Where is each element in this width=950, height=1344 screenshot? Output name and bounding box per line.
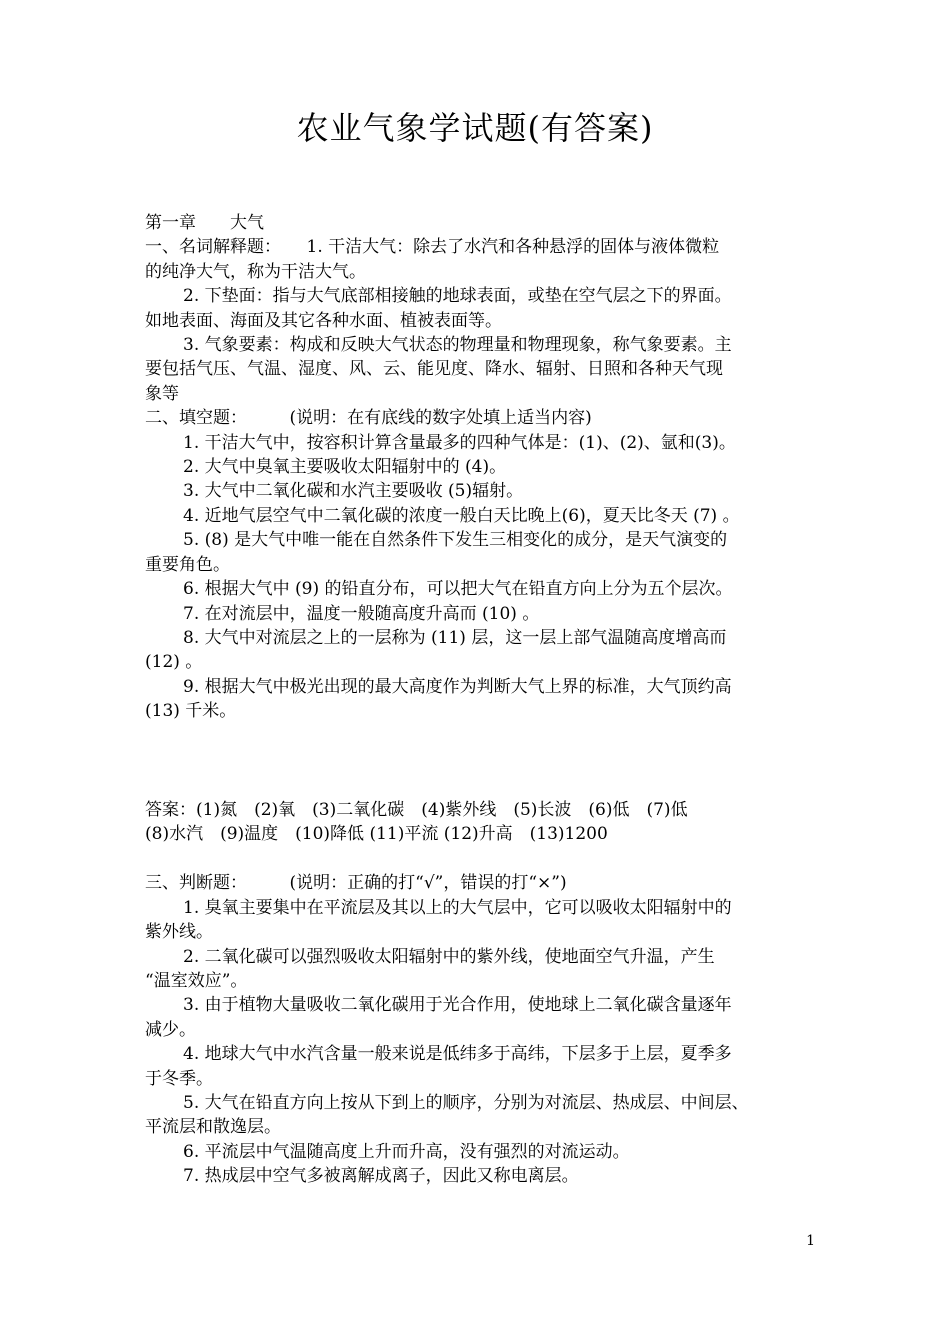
definition-text: 象等 <box>145 383 179 404</box>
section-heading-true-false: 三、判断题： (说明：正确的打“√”，错误的打“×”) <box>145 873 567 894</box>
fill-blank-question: 5. (8) 是大气中唯一能在自然条件下发生三相变化的成分，是天气演变的 <box>183 530 728 551</box>
definition-text: 如地表面、海面及其它各种水面、植被表面等。 <box>145 310 502 331</box>
fill-blank-question: 9. 根据大气中极光出现的最大高度作为判断大气上界的标准，大气顶约高 <box>183 676 732 697</box>
spacer <box>145 846 825 871</box>
definition-text: 要包括气压、气温、湿度、风、云、能见度、降水、辐射、日照和各种天气现 <box>145 359 723 380</box>
answer-key: 答案：(1)氮 (2)氧 (3)二氧化碳 (4)紫外线 (5)长波 (6)低 (7)低 <box>145 799 688 820</box>
document-body <box>145 211 825 1189</box>
spacer <box>145 724 825 798</box>
true-false-question: 2. 二氧化碳可以强烈吸收太阳辐射中的紫外线，使地面空气升温，产生 <box>183 946 715 967</box>
definition-text: 3. 气象要素：构成和反映大气状态的物理量和物理现象，称气象要素。主 <box>183 335 732 356</box>
definition-text: 的纯净大气，称为干洁大气。 <box>145 261 366 282</box>
true-false-question: 5. 大气在铅直方向上按从下到上的顺序，分别为对流层、热成层、中间层、 <box>183 1093 749 1113</box>
fill-blank-question: 4. 近地气层空气中二氧化碳的浓度一般白天比晚上(6)，夏天比冬天 (7) 。 <box>183 505 740 526</box>
fill-blank-question: 2. 大气中臭氧主要吸收太阳辐射中的 (4)。 <box>183 457 507 478</box>
true-false-question: 紫外线。 <box>145 922 213 943</box>
fill-blank-question: (12) 。 <box>145 652 203 673</box>
true-false-question: 平流层和散逸层。 <box>145 1117 281 1138</box>
fill-blank-question: 重要角色。 <box>145 554 230 575</box>
true-false-question: 7. 热成层中空气多被离解成离子，因此又称电离层。 <box>183 1166 579 1187</box>
true-false-question: 4. 地球大气中水汽含量一般来说是低纬多于高纬，下层多于上层，夏季多 <box>183 1044 732 1065</box>
document-title: 农业气象学试题(有答案) <box>296 109 654 147</box>
true-false-question: “温室效应”。 <box>145 970 248 991</box>
true-false-question: 于冬季。 <box>145 1068 213 1089</box>
true-false-question: 3. 由于植物大量吸收二氧化碳用于光合作用，使地球上二氧化碳含量逐年 <box>183 995 732 1016</box>
fill-blank-question: 1. 干洁大气中，按容积计算含量最多的四种气体是：(1)、(2)、氩和(3)。 <box>183 432 736 453</box>
chapter-heading: 第一章 大气 <box>145 213 264 233</box>
true-false-question: 1. 臭氧主要集中在平流层及其以上的大气层中，它可以吸收太阳辐射中的 <box>183 897 732 918</box>
fill-blank-question: 8. 大气中对流层之上的一层称为 (11) 层，这一层上部气温随高度增高而 <box>183 627 727 648</box>
fill-blank-question: 3. 大气中二氧化碳和水汽主要吸收 (5)辐射。 <box>183 481 524 502</box>
fill-blank-question: 6. 根据大气中 (9) 的铅直分布，可以把大气在铅直方向上分为五个层次。 <box>183 579 733 600</box>
answer-key: (8)水汽 (9)温度 (10)降低 (11)平流 (12)升高 (13)1200 <box>145 823 608 844</box>
section-heading-fill-blank: 二、填空题： (说明：在有底线的数字处填上适当内容) <box>145 408 592 429</box>
fill-blank-question: 7. 在对流层中，温度一般随高度升高而 (10) 。 <box>183 603 540 624</box>
page-number: 1 <box>806 1233 815 1249</box>
fill-blank-question: (13) 千米。 <box>145 701 237 722</box>
true-false-question: 6. 平流层中气温随高度上升而升高，没有强烈的对流运动。 <box>183 1141 630 1162</box>
definition-text: 2. 下垫面：指与大气底部相接触的地球表面，或垫在空气层之下的界面。 <box>183 286 732 307</box>
true-false-question: 减少。 <box>145 1019 196 1040</box>
section-heading-definitions: 一、名词解释题： 1. 干洁大气：除去了水汽和各种悬浮的固体与液体微粒 <box>145 237 720 258</box>
